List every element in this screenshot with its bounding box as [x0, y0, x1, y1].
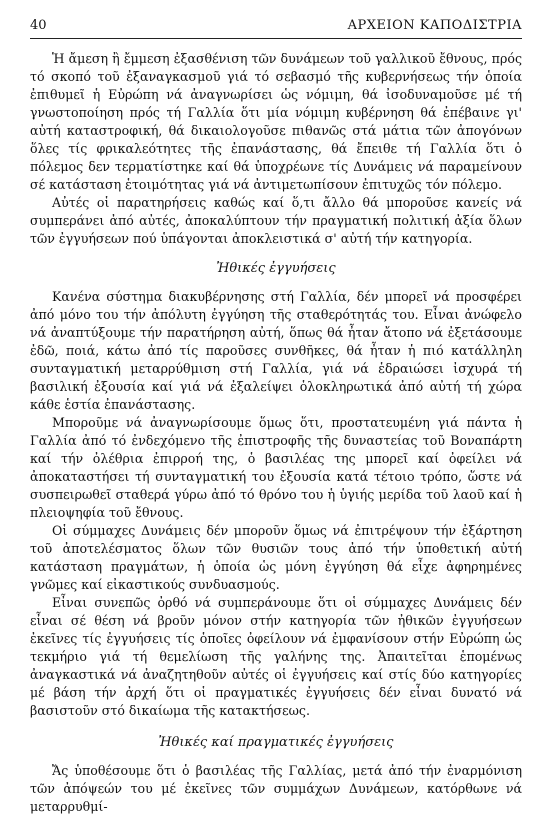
- paragraph-3: Κανένα σύστημα διακυβέρνησης στή Γαλλία, δέν μπορεῖ νά προσφέρει ἀπό μόνο του τήν ἀπόλυτη ἐγγύηση τῆς σταθερότητάς του. Εἶναι ἀνώφελο νά ἀναπτύξουμε τήν παρατήρηση αὐτή, ὅπως θά ἦταν ἄτοπο νά ἐξετάσουμε ἐδῶ, ποιά, κάτω ἀπό τίς παροῦσες συνθῆκες, θά ἦταν ἡ πιό κατάλληλη συνταγματική μεταρρύθμιση στή Γαλλία, γιά νά ἑδραιώσει ἰσχυρά τή βασιλική ἐξουσία καί γιά νά ἐξαλείψει ὁλοκληρωτικά ἀπό αὐτή τή χώρα κάθε ἑστία ἐπανάστασης.: [30, 289, 522, 412]
- paragraph-2: Αὐτές οἱ παρατηρήσεις καθώς καί ὅ,τι ἄλλο θά μποροῦσε κανείς νά συμπεράνει ἀπό αὐτές, ἀποκαλύπτουν τήν πραγματική πολιτική ἀξία ὅλων τῶν ἐγγυήσεων πού ὑπάγονται ἀποκλειστικά σ' αὐτή τήν κατηγορία.: [30, 195, 522, 246]
- running-header: [30, 18, 522, 39]
- section-heading-moral-guarantees: Ἠθικές ἐγγυήσεις: [216, 261, 336, 276]
- paragraph-1: Ἡ ἄμεση ἢ ἔμμεση ἐξασθένιση τῶν δυνάμεων τοῦ γαλλικοῦ ἔθνους, πρός τό σκοπό τοῦ ἐξαναγκασμοῦ γιά τό σεβασμό τῆς κυβερνήσεως τήν ὁποία ἐπιθυμεῖ ἡ Εὐρώπη νά ἀναγνωρίσει ὡς νόμιμη, θά ἰσοδυναμοῦσε μέ τή γνωστοποίηση πρός τή Γαλλία ὅτι μία νόμιμη κυβέρνηση θά ἐπέβαινε γι' αὐτή καταστροφική, θά δικαιολογοῦσε πιθανῶς στά μάτια τῶν ἀπογόνων ὅλες τίς φρικαλεότητες τῆς ἐπανάστασης, θά ἔπειθε τή Γαλλία ὅτι ὁ πόλεμος δεν τερματίστηκε καί θά ὑποχρέωνε τίς Δυνάμεις νά παραμείνουν σέ κατάσταση ἑτοιμότητας γιά νά ἀντιμετωπίσουν ἐπιτυχῶς τόν πόλεμο.: [30, 51, 522, 192]
- paragraph-6: Εἶναι συνεπῶς ὀρθό νά συμπεράνουμε ὅτι οἱ σύμμαχες Δυνάμεις δέν εἶναι σέ θέση νά βροῦν μόνον στήν κατηγορία τῶν ἠθικῶν ἐγγυήσεων ἐκεῖνες τίς ἐγγυήσεις τίς ὁποῖες ὀφείλουν νά ἐμφανίσουν στήν Εὐρώπη ὡς τεκμήριο γιά τή θεμελίωση τῆς γαλήνης της. Ἀπαιτεῖται ἑπομένως ἀναγκαστικά νά ἀναζητηθοῦν αὐτές οἱ ἐγγυήσεις καί στίς δύο κατηγορίες μέ βάση τήν ἀρχή ὅτι οἱ πραγματικές ἐγγυήσεις δέν εἶναι δυνατό νά βασιστοῦν στό δικαίωμα τῆς κατακτήσεως.: [30, 595, 522, 718]
- paragraph-5: Οἱ σύμμαχες Δυνάμεις δέν μποροῦν ὅμως νά ἐπιτρέψουν τήν ἐξάρτηση τοῦ ἀποτελέσματος ὅλων τῶν θυσιῶν τους ἀπό τήν ὑποθετική αὐτή κατάσταση πραγμάτων, ἡ ὁποία ὡς μόνη ἐγγύηση θά εἶχε ἀφηρημένες γνῶμες καί εἰκαστικούς συνδυασμούς.: [30, 523, 522, 592]
- document-body: [30, 50, 522, 816]
- paragraph-7: Ἄς ὑποθέσουμε ὅτι ὁ βασιλέας τῆς Γαλλίας, μετά ἀπό τήν ἐναρμόνιση τῶν ἀπόψεών του μέ ἐκεῖνες τῶν συμμάχων Δυνάμεων, κατόρθωνε νά μεταρρυθμί-: [30, 763, 522, 814]
- page-number: 40: [30, 18, 47, 33]
- section-heading-moral-and-real-guarantees: Ἠθικές καί πραγματικές ἐγγυήσεις: [158, 735, 394, 750]
- running-title: ΑΡΧΕΙΟΝ ΚΑΠΟΔΙΣΤΡΙΑ: [347, 18, 522, 33]
- paragraph-4: Μποροῦμε νά ἀναγνωρίσουμε ὅμως ὅτι, προστατευμένη γιά πάντα ἡ Γαλλία ἀπό τό ἐνδεχόμενο τῆς ἐπιστροφῆς τῆς δυναστείας τοῦ Βοναπάρτη καί τήν ὀλέθρια ἐπιρροή της, ὁ βασιλέας της μπορεῖ καί ὀφείλει νά ἀποκαταστήσει τή συνταγματική του ἐξουσία κατά τέτοιο τρόπο, ὥστε νά συσπειρωθεῖ σταθερά γύρω ἀπό τό θρόνο του ἡ ὑγιής μερίδα τοῦ λαοῦ καί ἡ πλειοψηφία τοῦ ἔθνους.: [30, 415, 522, 520]
